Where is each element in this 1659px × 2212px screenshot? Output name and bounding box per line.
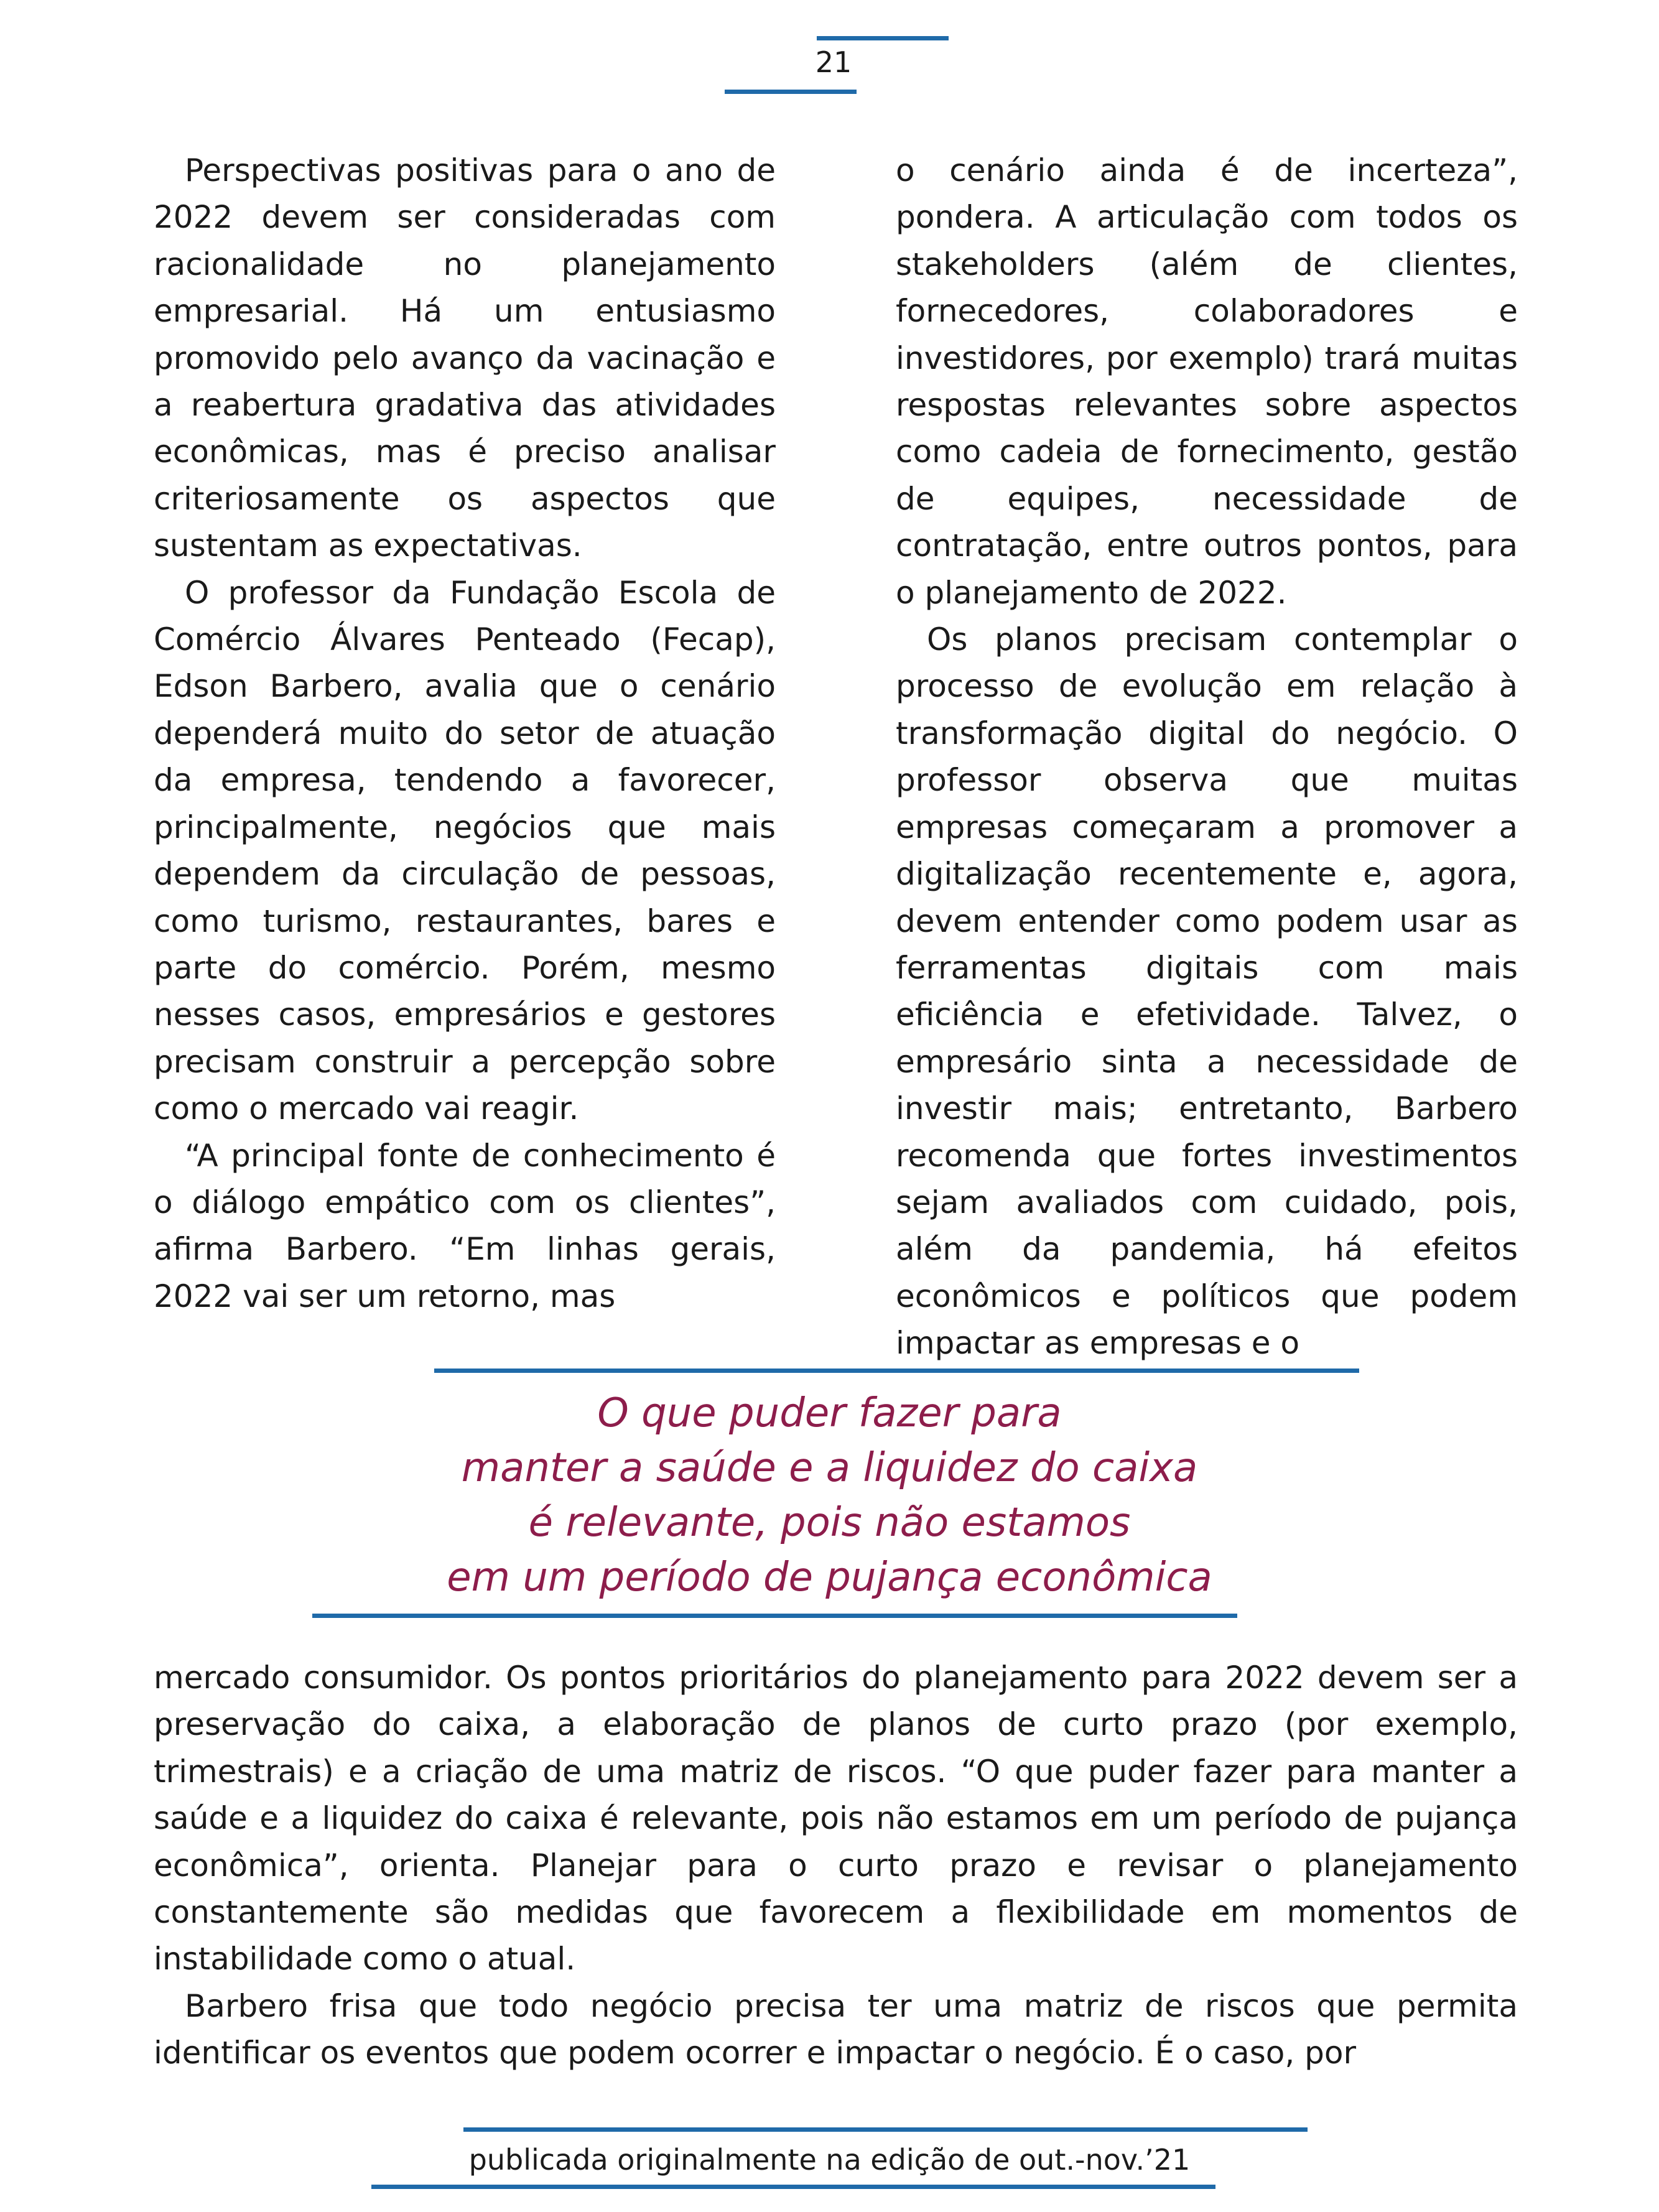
paragraph: Os planos precisam contemplar o processo de evolução em relação à transformação digital do negócio. O professor observa que muitas empresas começaram a promover a digitalização recentemente e, agora, devem entender como podem usar as ferramentas digitais com mais eficiência e efetividade. Talvez, o empresário sinta a necessidade de investir mais; entretanto, Barbero recomenda que fortes investimentos sejam avaliados com cuidado, pois, além da pandemia, há efeitos econômicos e políticos que podem impactar as empresas e o (896, 621, 1518, 1362)
paragraph: O professor da Fundação Escola de Comércio Álvares Penteado (Fecap), Edson Barbero, avalia que o cenário dependerá muito do setor de atuação da empresa, tendendo a favorecer, principalmente, negócios que mais dependem da circulação de pessoas, como turismo, restaurantes, bares e parte do comércio. Porém, mesmo nesses casos, empresários e gestores precisam construir a percepção sobre como o mercado vai reagir. (154, 574, 776, 1127)
publication-note: publicada originalmente na edição de out.-nov.’21 (468, 2143, 1191, 2177)
footer-rule-bottom (371, 2185, 1215, 2189)
header-rule-bottom (725, 90, 857, 94)
pull-quote (373, 1386, 1286, 1605)
paragraph: o cenário ainda é de incerteza”, pondera. A articulação com todos os stakeholders (além de clientes, fornecedores, colaboradores e investidores, por exemplo) trará muitas respostas relevantes sobre aspectos como cadeia de fornecimento, gestão de equipes, necessidade de contratação, entre outros pontos, para o planejamento de 2022. (896, 152, 1518, 611)
paragraph: mercado consumidor. Os pontos prioritários do planejamento para 2022 devem ser a preservação do caixa, a elaboração de planos de curto prazo (por exemplo, trimestrais) e a criação de uma matriz de riscos. “O que puder fazer para manter a saúde e a liquidez do caixa é relevante, pois não estamos em um período de pujança econômica”, orienta. Planejar para o curto prazo e revisar o planejamento constantemente são medidas que favorecem a flexibilidade em momentos de instabilidade como o atual. (154, 1660, 1518, 1977)
page-number: 21 (815, 45, 852, 79)
paragraph: Perspectivas positivas para o ano de 2022 devem ser consideradas com racionalidade no planejamento empresarial. Há um entusiasmo promovido pelo avanço da vacinação e a reabertura gradativa das atividades econômicas, mas é preciso analisar criteriosamente os aspectos que sustentam as expectativas. (154, 152, 776, 564)
pull-quote-rule-bottom (312, 1614, 1237, 1618)
full-width-text (154, 1655, 1518, 2103)
paragraph: “A principal fonte de conhecimento é o diálogo empático com os clientes”, afirma Barbero. “Em linhas gerais, 2022 vai ser um retorno, mas (154, 1137, 776, 1314)
pull-quote-line: é relevante, pois não estamos (528, 1500, 1131, 1546)
pull-quote-line: O que puder fazer para (597, 1390, 1062, 1436)
pull-quote-line: manter a saúde e a liquidez do caixa (461, 1445, 1198, 1491)
paragraph: Barbero frisa que todo negócio precisa ter uma matriz de riscos que permita identificar os eventos que podem ocorrer e impactar o negócio. É o caso, por (154, 1987, 1518, 2071)
left-column (154, 147, 776, 1342)
pull-quote-rule-top (434, 1369, 1359, 1373)
header-rule-top (817, 36, 949, 40)
right-column (896, 147, 1518, 1362)
footer-rule-top (463, 2127, 1308, 2132)
pull-quote-line: em um período de pujança econômica (447, 1554, 1212, 1601)
